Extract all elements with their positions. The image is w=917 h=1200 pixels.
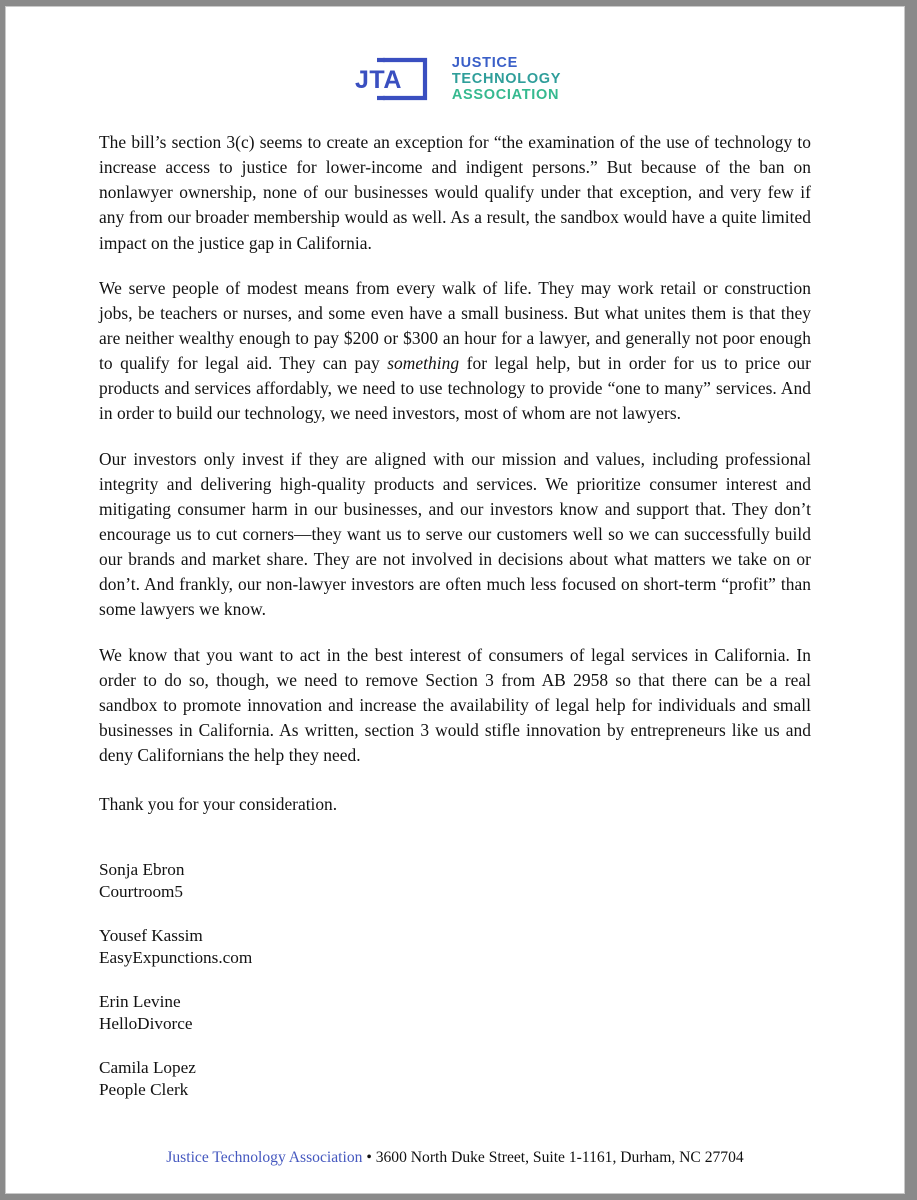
paragraph-3-text: Our investors only invest if they are aligned with our mission and values, including professional integrity and delivering high-quality products and services. We prioritize consumer interest and mitigating consumer harm in our businesses, and our investors know and support that. They don’t encourage us to cut corners—they want us to serve our customers well so we can successfully build our brands and market share. They are not involved in decisions about what matters we take on or don’t. And frankly, our non-lawyer investors are often much less focused on short-term “profit” than some lawyers we know. (99, 448, 811, 620)
page-footer (6, 1149, 904, 1167)
paragraph-4-text: We know that you want to act in the best interest of consumers of legal services in California. In order to do so, though, we need to remove Section 3 from AB 2958 so that there can be a real sandbox to promote innovation and increase the availability of legal help for individuals and small businesses in California. As written, section 3 would stifle innovation by entrepreneurs like us and deny Californians the help they need. (99, 644, 811, 766)
letter-body (99, 104, 811, 1102)
signature-list (99, 817, 811, 1101)
svg-text:JTA: JTA (354, 66, 402, 94)
closing-line: Thank you for your consideration. (99, 794, 338, 815)
signature-block (99, 991, 811, 1035)
signature-block (99, 1057, 811, 1101)
signatory-organization: People Clerk (99, 1080, 189, 1100)
signatory-name: Sonja Ebron (99, 860, 185, 880)
signature-block (99, 859, 811, 903)
logo-word-technology: TECHNOLOGY (451, 70, 562, 87)
footer-address: 3600 North Duke Street, Suite 1-1161, Durham, NC 27704 (375, 1149, 744, 1166)
signatory-name: Yousef Kassim (99, 926, 203, 946)
document-page (6, 7, 904, 1193)
letterhead (6, 7, 904, 104)
signature-block (99, 925, 811, 969)
signatory-name: Camila Lopez (99, 1058, 196, 1078)
paragraph-1 (99, 130, 811, 256)
signatory-organization: EasyExpunctions.com (99, 948, 253, 968)
footer-organization-name: Justice Technology Association (166, 1149, 363, 1166)
paragraph-3 (99, 447, 811, 623)
logo-word-justice: JUSTICE (451, 54, 518, 71)
signatory-name: Erin Levine (99, 992, 181, 1012)
signatory-organization: Courtroom5 (99, 882, 184, 902)
jta-logo (349, 54, 561, 104)
paragraph-2-emphasis: something (387, 353, 460, 374)
paragraph-2-text-b: for legal help, but in order for us to price our products and services affordably, we need to use technology to provide “one to many” services. And in order to build our technology, we need investors, most of whom are not lawyers. (99, 353, 811, 424)
logo-wordmark (452, 55, 561, 104)
jta-logomark-icon (349, 54, 441, 104)
logo-word-association: ASSOCIATION (451, 87, 560, 104)
signatory-organization: HelloDivorce (99, 1014, 193, 1034)
paragraph-2 (99, 276, 811, 427)
footer-bullet-icon: • (366, 1149, 372, 1166)
paragraph-2-text-a: We serve people of modest means from every walk of life. They may work retail or construction jobs, be teachers or nurses, and some even have a small business. But what unites them is that they are neither wealthy enough to pay $200 or $300 an hour for a lawyer, and generally not poor enough to qualify for legal aid. They can pay (99, 277, 811, 374)
paragraph-4 (99, 643, 811, 769)
paragraph-1-text: The bill’s section 3(c) seems to create an exception for “the examination of the use of technology to increase access to justice for lower-income and indigent persons.” But because of the ban on nonlawyer ownership, none of our businesses would qualify under that exception, and very few if any from our broader membership would as well. As a result, the sandbox would have a quite limited impact on the justice gap in California. (99, 132, 811, 253)
